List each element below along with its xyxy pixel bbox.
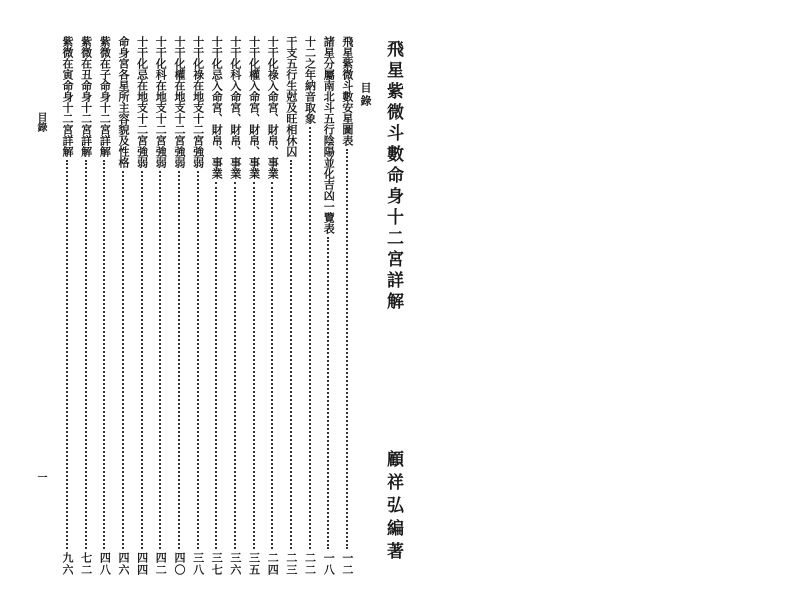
- toc-entry: [340, 36, 354, 576]
- toc-entry-title: 十干化忌在地支十二宮強弱: [135, 36, 149, 168]
- book-title: 飛星紫微斗數命身十二宮詳解: [383, 40, 403, 313]
- dot-leader: [215, 182, 217, 549]
- dot-leader: [85, 160, 87, 549]
- toc-entry: [79, 36, 93, 576]
- dot-leader: [141, 171, 143, 549]
- dot-leader: [234, 182, 236, 549]
- toc-entry: [60, 36, 74, 576]
- author-credit: 顧祥弘編著: [383, 450, 403, 565]
- toc-entry: [135, 36, 149, 576]
- toc-entry: [153, 36, 167, 576]
- toc-entry: [247, 36, 261, 576]
- toc-entry: [191, 36, 205, 576]
- toc-entry-page: 一八: [322, 552, 336, 576]
- toc-entry-title: 紫微在寅命身十二宮詳解: [61, 36, 74, 157]
- dot-leader: [346, 149, 348, 549]
- toc-entry-page: 四四: [135, 552, 149, 576]
- toc-entry-page: 二四: [266, 552, 280, 576]
- dot-leader: [178, 171, 180, 549]
- toc-entry: [97, 36, 111, 576]
- toc-entry-page: 一二: [340, 552, 354, 576]
- dot-leader: [327, 237, 329, 549]
- toc-entry: [209, 36, 223, 576]
- dot-leader: [271, 182, 273, 549]
- toc-entry-title: 干支五行生尅及旺相休囚: [284, 36, 298, 157]
- toc-entry-title: 十干化忌入命宮、財帛、事業: [210, 36, 224, 179]
- toc-heading: 目錄: [359, 82, 372, 108]
- toc-entry: [284, 36, 298, 576]
- toc-entry-title: 紫微在丑命身十二宮詳解: [79, 36, 93, 157]
- toc-entry-title: 十干化科入命宮、財帛、事業: [228, 36, 242, 179]
- toc-entry-title: 十干化權入命宮、財帛、事業: [247, 36, 261, 179]
- toc-entry: [303, 36, 317, 576]
- toc-entry: [116, 36, 130, 576]
- toc-entry-title: 十干化權在地支十二宮強弱: [172, 36, 186, 168]
- dot-leader: [159, 171, 161, 549]
- toc-entry-title: 飛星紫微斗數安星圖表: [340, 36, 354, 146]
- toc-entry-page: 九六: [61, 552, 74, 576]
- toc-entry-title: 十干化祿在地支十二宮強弱: [191, 36, 205, 168]
- toc-entry-title: 紫微在子命身十二宮詳解: [98, 36, 112, 157]
- toc-entry-title: 十干化科在地支十二宮強弱: [154, 36, 168, 168]
- toc-entry-title: 命身宮各星所主容貌及性格: [116, 36, 130, 168]
- dot-leader: [290, 160, 292, 549]
- dot-leader: [197, 171, 199, 549]
- dot-leader: [103, 160, 105, 549]
- page-number: 一: [35, 472, 46, 482]
- toc-entry: [321, 36, 335, 576]
- running-header: 目錄: [35, 112, 46, 132]
- toc-entry-page: 二三: [284, 552, 298, 576]
- dot-leader: [253, 182, 255, 549]
- toc-entry-page: 四六: [116, 552, 130, 576]
- toc-entry-page: 三八: [191, 552, 205, 576]
- toc-entry-title: 諸星分屬南北斗五行陰陽並化吉凶一覽表: [322, 36, 336, 234]
- toc-entry: [265, 36, 279, 576]
- toc-entry-title: 十二之年納音取象: [303, 36, 317, 124]
- table-of-contents: [60, 36, 354, 576]
- toc-entry-page: 四二: [154, 552, 168, 576]
- toc-entry-page: 三六: [228, 552, 242, 576]
- toc-entry-page: 三七: [210, 552, 224, 576]
- toc-entry-page: 三五: [247, 552, 261, 576]
- toc-entry: [172, 36, 186, 576]
- toc-entry: [228, 36, 242, 576]
- toc-entry-page: 四八: [98, 552, 112, 576]
- toc-entry-page: 二二: [303, 552, 317, 576]
- dot-leader: [122, 171, 124, 549]
- toc-entry-page: 四〇: [172, 552, 186, 576]
- dot-leader: [309, 127, 311, 549]
- toc-entry-page: 七二: [79, 552, 93, 576]
- toc-entry-title: 十干化祿入命宮、財帛、事業: [266, 36, 280, 179]
- dot-leader: [66, 160, 68, 549]
